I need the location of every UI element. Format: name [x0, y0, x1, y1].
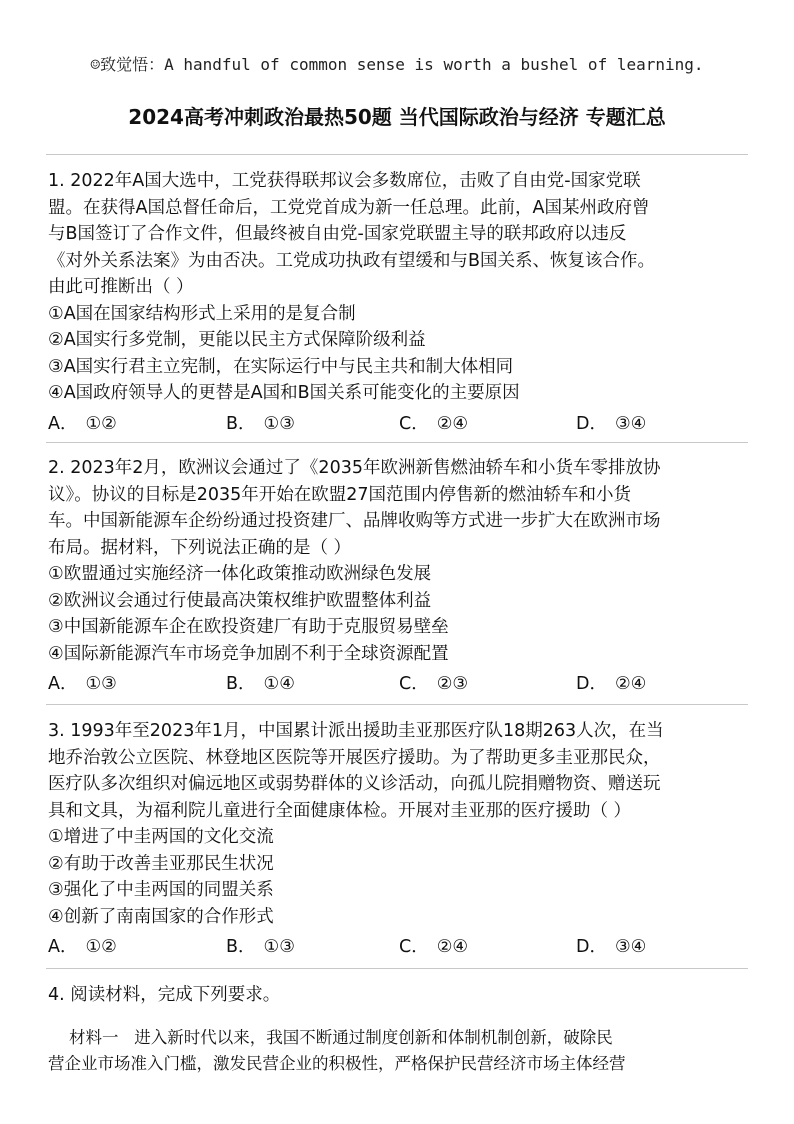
question-line: 具和文具，为福利院儿童进行全面健康体检。开展对圭亚那的医疗援助（ ） [48, 800, 632, 821]
option-c[interactable]: C． ②④ [399, 413, 469, 434]
statement: ④国际新能源汽车市场竞争加剧不利于全球资源配置 [48, 643, 449, 664]
statement: ③强化了中圭两国的同盟关系 [48, 880, 274, 900]
divider [46, 704, 748, 705]
motto: ☺致觉悟：A handful of common sense is worth a bushel of learning. [90, 55, 704, 74]
statement: ②有助于改善圭亚那民生状况 [48, 853, 274, 874]
question-line: 《对外关系法案》为由否决。工党成功执政有望缓和与B国关系、恢复该合作。 [48, 250, 656, 271]
statement: ④创新了南南国家的合作形式 [48, 906, 274, 927]
material-line: 营企业市场准入门槛，激发民营企业的积极性，严格保护民营经济市场主体经营 [48, 1054, 626, 1073]
statement: ④A国政府领导人的更替是A国和B国关系可能变化的主要原因 [48, 383, 520, 403]
statement: ③A国实行君主立宪制，在实际运行中与民主共和制大体相同 [48, 356, 514, 377]
material-line: 材料一 进入新时代以来，我国不断通过制度创新和体制机制创新，破除民 [48, 1028, 613, 1047]
question-line: 地乔治敦公立医院、林登地区医院等开展医疗援助。为了帮助更多圭亚那民众， [48, 747, 661, 768]
question-1 [48, 168, 752, 437]
answer-options [48, 411, 752, 437]
option-c[interactable]: C． ②④ [399, 937, 469, 957]
option-c[interactable]: C． ②③ [399, 674, 469, 694]
question-line: 布局。据材料，下列说法正确的是（ ） [48, 537, 352, 558]
statement: ①A国在国家结构形式上采用的是复合制 [48, 303, 356, 324]
statement: ①欧盟通过实施经济一体化政策推动欧洲绿色发展 [48, 564, 432, 584]
answer-options [48, 671, 752, 697]
option-b[interactable]: B． ①④ [226, 674, 295, 694]
question-line: 1. 2022年A国大选中，工党获得联邦议会多数席位，击败了自由党-国家党联 [48, 171, 641, 191]
option-a[interactable]: A． ①② [48, 937, 117, 957]
question-line: 医疗队多次组织对偏远地区或弱势群体的义诊活动，向孤儿院捐赠物资、赠送玩 [48, 774, 661, 794]
question-line: 车。中国新能源车企纷纷通过投资建厂、品牌收购等方式进一步扩大在欧洲市场 [48, 511, 661, 531]
question-line: 由此可推断出（ ） [48, 277, 194, 297]
page-title: 2024高考冲刺政治最热50题 当代国际政治与经济 专题汇总 [128, 105, 666, 129]
option-a[interactable]: A． ①② [48, 413, 117, 434]
option-a[interactable]: A． ①③ [48, 674, 117, 694]
divider [46, 154, 748, 155]
answer-options [48, 934, 752, 960]
question-line: 与B国签订了合作文件，但最终被自由党-国家党联盟主导的联邦政府以违反 [48, 224, 627, 244]
question-line: 议》。协议的目标是2035年开始在欧盟27国范围内停售新的燃油轿车和小货 [48, 484, 632, 505]
statement: ②欧洲议会通过行使最高决策权维护欧盟整体利益 [48, 590, 432, 611]
option-d[interactable]: D． ③④ [576, 937, 647, 957]
question-4 [48, 982, 752, 1009]
divider [46, 968, 748, 969]
question-line: 盟。在获得A国总督任命后，工党党首成为新一任总理。此前，A国某州政府曾 [48, 197, 650, 218]
question-line: 3. 1993年至2023年1月，中国累计派出援助圭亚那医疗队18期263人次，在当 [48, 721, 664, 741]
material-passage [48, 1025, 752, 1077]
question-2 [48, 455, 752, 697]
option-d[interactable]: D． ③④ [576, 413, 647, 434]
question-3 [48, 718, 752, 960]
option-b[interactable]: B． ①③ [226, 413, 295, 434]
statement: ①增进了中圭两国的文化交流 [48, 827, 274, 847]
question-line: 2. 2023年2月，欧洲议会通过了《2035年欧洲新售燃油轿车和小货车零排放协 [48, 458, 661, 478]
statement: ③中国新能源车企在欧投资建厂有助于克服贸易壁垒 [48, 617, 449, 637]
question-title: 4. 阅读材料，完成下列要求。 [48, 985, 281, 1005]
divider [46, 442, 748, 443]
statement: ②A国实行多党制，更能以民主方式保障阶级利益 [48, 330, 426, 350]
option-d[interactable]: D． ②④ [576, 674, 647, 694]
option-b[interactable]: B． ①③ [226, 937, 295, 957]
